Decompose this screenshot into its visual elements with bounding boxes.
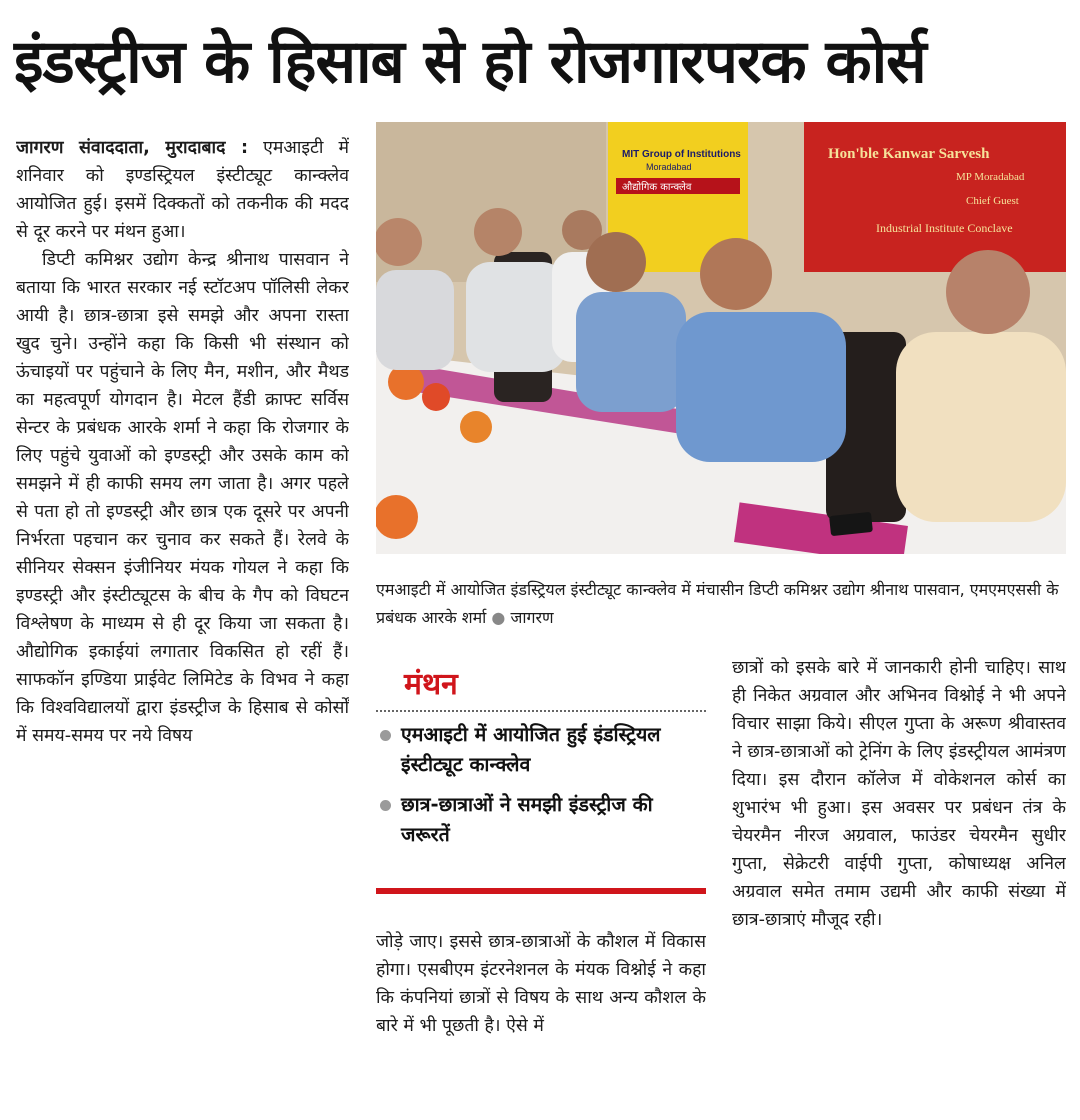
photo-caption (376, 576, 1066, 636)
byline: जागरण संवाददाता, मुरादाबाद : (16, 138, 249, 158)
person-shirt (676, 312, 846, 462)
banner-right-line1: Hon'ble Kanwar Sarvesh (828, 146, 990, 162)
person-head (376, 218, 422, 266)
flower-pot (422, 383, 450, 411)
red-banner (804, 122, 1066, 272)
bullet-dot-icon (380, 800, 391, 811)
highlight-bullet (376, 720, 706, 780)
news-photo (376, 122, 1066, 554)
event-photo-illustration (376, 122, 1066, 554)
headline: इंडस्ट्रीज के हिसाब से हो रोजगारपरक कोर्स (14, 27, 926, 97)
highlight-bullet (376, 790, 706, 850)
article-paragraph: डिप्टी कमिश्नर उद्योग केन्द्र श्रीनाथ पासवान ने बताया कि भारत सरकार नई स्टॉटअप पॉलिसी लेकर आयी है। छात्र-छात्रा इसे समझे और अपना रास्ता खुद चुने। उन्होंने कहा कि किसी भी संस्थान को ऊंचाइयों पर पहुंचाने के लिए मैन, मशीन, और मैथड का महत्वपूर्ण योगदान है। मेटल हैंडी क्राफ्ट सर्विस सेन्टर के प्रबंधक आरके शर्मा ने कहा कि रोजगार के लिए पहुंचे युवाओं को इण्डस्ट्री और उसके काम को समझने में ही काफी समय लग जाता है। अगर पहले से पता हो तो इण्डस्ट्री और छात्र एक दूसरे पर अपनी निर्भरता पहचान कर चुनाव कर सकते हैं। रेलवे के सीनियर सेक्सन इंजीनियर मंयक गोयल ने कहा कि इण्डस्ट्री और इंस्टीट्यूटस के बीच के गैप को विघटन विश्लेषण के माध्यम से ही दूर किया जा सकता है। औद्योगिक इकाईयां लगातार विकसित हो रहीं हैं। साफकॉन इण्डिया प्राईवेट लिमिटेड के विभव ने कहा कि विश्वविद्यालयों द्वारा इंडस्ट्रीज के हिसाब से कोर्सों में समय-समय पर नये विषय (16, 250, 349, 746)
highlight-title: मंथन (404, 667, 458, 702)
banner-right-line3: Chief Guest (966, 195, 1019, 207)
person-head (586, 232, 646, 292)
bullet-text: एमआइटी में आयोजित हुई इंडस्ट्रियल इंस्टीट्यूट कान्क्लेव (401, 723, 661, 776)
article-column-1 (16, 134, 349, 1114)
person-shirt (896, 332, 1066, 522)
red-divider (376, 888, 706, 894)
intro-text: एमआइटी में शनिवार को इण्डस्ट्रियल इंस्टीट्यूट कान्क्लेव आयोजित हुई। इसमें दिक्कतों को तकनीक की मदद से दूर करने पर मंथन हुआ। (16, 138, 349, 242)
banner-left-line1: MIT Group of Institutions (622, 149, 741, 160)
caption-text: एमआइटी में आयोजित इंडस्ट्रियल इंस्टीट्यूट कान्क्लेव में मंचासीन डिप्टी कमिश्नर उद्योग श्रीनाथ पासवान, एमएमएससी के प्रबंधक आरके शर्मा (376, 580, 1059, 627)
article-paragraph: छात्रों को इसके बारे में जानकारी होनी चाहिए। साथ ही निकेत अग्रवाल और अभिनव विश्नोई ने भी अपने विचार साझा किये। सीएल गुप्ता के अरूण श्रीवास्तव ने छात्र-छात्राओं को ट्रेनिंग के लिए इंडस्ट्रीयल आमंत्रण दिया। इस दौरान कॉलेज में वोकेशनल कोर्स का शुभारंभ भी हुआ। इस अवसर पर प्रबंधन तंत्र के चेयरमैन नीरज अग्रवाल, फाउंडर चेयरमैन सुधीर गुप्ता, सेक्रेटरी वाईपी गुप्ता, कोषाध्यक्ष अनिल अग्रवाल समेत तमाम उद्यमी और काफी संख्या में छात्र-छात्राएं मौजूद रही। (732, 658, 1066, 930)
banner-right-line4: Industrial Institute Conclave (876, 221, 1013, 235)
person-shirt (376, 270, 454, 370)
person-head (474, 208, 522, 256)
article-column-2 (376, 928, 706, 1114)
dotted-divider (376, 710, 706, 712)
highlight-box (376, 662, 706, 898)
article-column-3 (732, 654, 1066, 1114)
banner-left-line2: Moradabad (646, 162, 692, 172)
bullet-text: छात्र-छात्राओं ने समझी इंडस्ट्रीज की जरूरतें (401, 793, 653, 846)
bullet-dot-icon (380, 730, 391, 741)
flower-pot (376, 495, 418, 539)
credit-dot: ● (491, 608, 506, 627)
person-shirt (466, 262, 566, 372)
article-paragraph: जोड़े जाए। इससे छात्र-छात्राओं के कौशल में विकास होगा। एसबीएम इंटरनेशनल के मंयक विश्नोई ने कहा कि कंपनियां छात्रों से विषय के साथ अन्य कौशल के बारे में भी पूछती है। ऐसे में (376, 932, 706, 1036)
photo-credit: जागरण (510, 608, 554, 627)
flower-pot (460, 411, 492, 443)
person-head (700, 238, 772, 310)
article-intro (16, 134, 349, 246)
banner-left-line3: औद्योगिक कान्क्लेव (622, 182, 692, 193)
banner-right-line2: MP Moradabad (956, 171, 1025, 183)
person-shirt (576, 292, 686, 412)
person-head (946, 250, 1030, 334)
